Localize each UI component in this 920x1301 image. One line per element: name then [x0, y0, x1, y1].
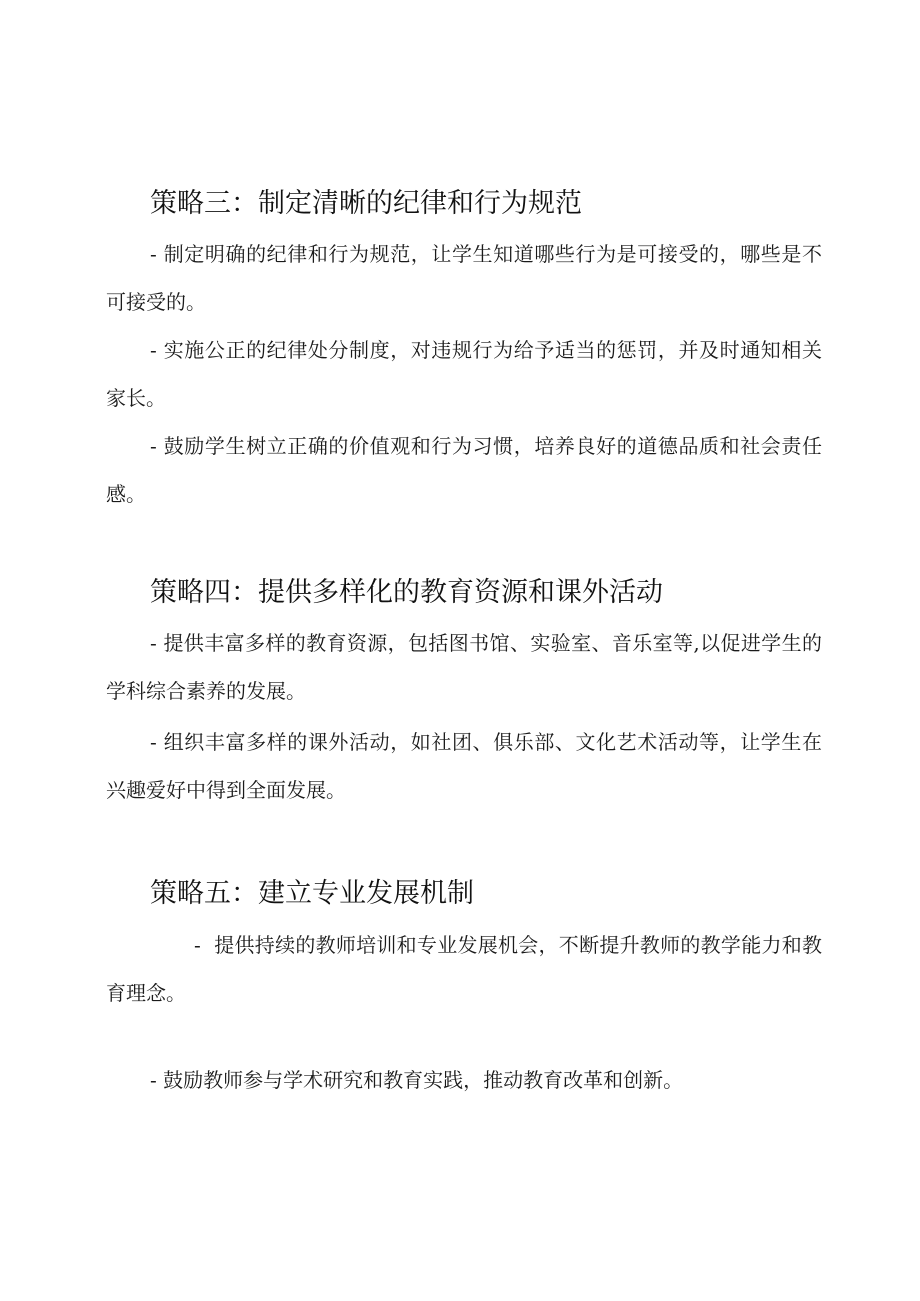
strategy-3-item-3: - 鼓励学生树立正确的价值观和行为习惯，培养良好的道德品质和社会责任感。	[106, 434, 822, 506]
strategy-5-item-1-text: 提供持续的教师培训和专业发展机会，不断提升教师的教学能力和教育理念。	[106, 933, 822, 1005]
list-dash: -	[194, 933, 201, 957]
strategy-5-item-2: - 鼓励教师参与学术研究和教育实践，推动教育改革和创新。	[150, 1068, 684, 1092]
strategy-3-item-1: - 制定明确的纪律和行为规范，让学生知道哪些行为是可接受的，哪些是不可接受的。	[106, 242, 822, 314]
section-heading-strategy-4: 策略四：提供多样化的教育资源和课外活动	[150, 577, 663, 608]
strategy-4-item-2: - 组织丰富多样的课外活动，如社团、俱乐部、文化艺术活动等，让学生在兴趣爱好中得到全面发展。	[106, 730, 822, 802]
section-heading-strategy-5: 策略五：建立专业发展机制	[150, 878, 474, 909]
strategy-4-item-1: - 提供丰富多样的教育资源，包括图书馆、实验室、音乐室等,以促进学生的学科综合素养的发展。	[106, 631, 822, 703]
strategy-3-item-2: - 实施公正的纪律处分制度，对违规行为给予适当的惩罚，并及时通知相关家长。	[106, 338, 822, 410]
strategy-5-item-1	[106, 921, 822, 1017]
section-heading-strategy-3: 策略三：制定清晰的纪律和行为规范	[150, 188, 582, 219]
